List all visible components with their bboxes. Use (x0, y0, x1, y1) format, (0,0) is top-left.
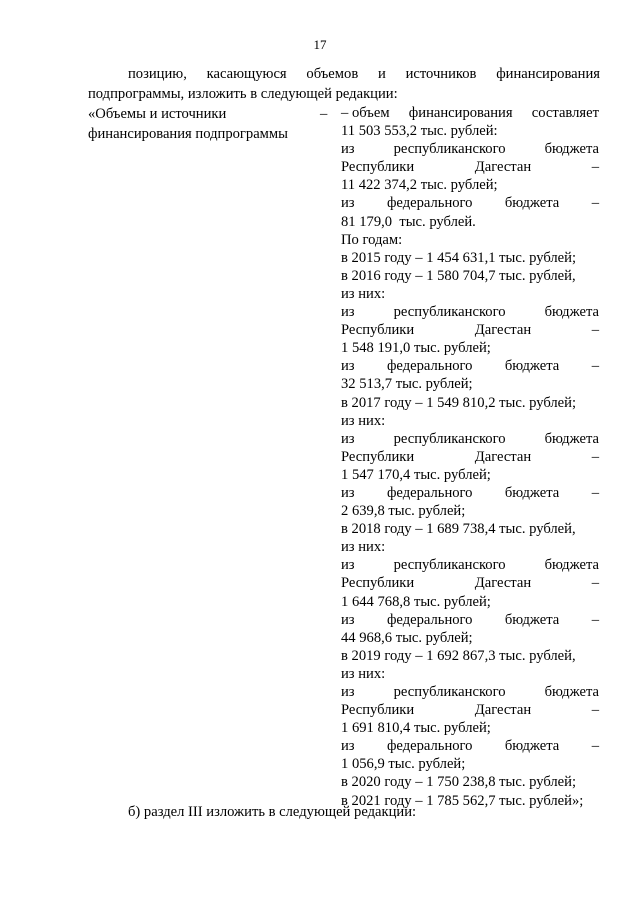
funding-line-text: Дагестан (474, 575, 532, 592)
funding-line-text: из них: (341, 665, 386, 682)
funding-line-text: – (591, 448, 599, 465)
funding-line-text: Республики (341, 448, 415, 465)
funding-line (341, 755, 599, 773)
funding-line-text: федерального (386, 195, 473, 212)
funding-line-text: По годам: (341, 231, 403, 248)
funding-line-text: 44 968,6 тыс. рублей; (341, 629, 473, 646)
funding-line (341, 556, 599, 574)
funding-line-text: 11 422 374,2 тыс. рублей; (341, 177, 498, 194)
passport-field-label (88, 104, 288, 144)
funding-line-text: республиканского (393, 557, 506, 574)
funding-line (341, 683, 599, 701)
label-line-2: финансирования подпрограммы (88, 126, 288, 142)
funding-line (341, 773, 599, 791)
funding-line-text: в 2016 году – 1 580 704,7 тыс. рублей, (341, 267, 576, 284)
funding-line (341, 448, 599, 466)
funding-line-text: – (591, 322, 599, 339)
funding-line (341, 593, 599, 611)
funding-line-text: финансирования (408, 105, 513, 121)
funding-line-text: бюджета (504, 611, 560, 628)
intro-word: источников (405, 66, 477, 82)
funding-line-text: из (341, 430, 355, 447)
funding-line-text: из них: (341, 539, 386, 556)
funding-line-text: федерального (386, 358, 473, 375)
funding-line-text: из (341, 358, 355, 375)
funding-line (341, 611, 599, 629)
funding-line-text: Республики (341, 702, 415, 719)
funding-line-text: – (591, 575, 599, 592)
funding-line-text: Дагестан (474, 159, 532, 176)
funding-line-text: из (341, 738, 355, 755)
funding-line-text: бюджета (544, 141, 599, 158)
funding-line-text: из них: (341, 412, 386, 429)
funding-line (341, 430, 599, 448)
funding-line-text: 81 179,0 тыс. рублей. (341, 213, 476, 230)
funding-line-text: федерального (386, 738, 473, 755)
funding-line-text: 1 644 768,8 тыс. рублей; (341, 593, 491, 610)
funding-line-text: бюджета (504, 484, 560, 501)
funding-line (341, 629, 599, 647)
funding-line-text: республиканского (393, 430, 506, 447)
funding-line-text: Республики (341, 575, 415, 592)
funding-line-text: Дагестан (474, 702, 532, 719)
funding-line-text: – (591, 195, 599, 212)
funding-line-text: бюджета (504, 195, 560, 212)
funding-line-text: Республики (341, 159, 415, 176)
funding-line-text: из (341, 684, 355, 700)
label-value-separator: – (320, 106, 328, 122)
funding-line-text: бюджета (544, 430, 599, 447)
funding-line (341, 357, 599, 375)
funding-line-text: федерального (386, 484, 473, 501)
funding-line (341, 538, 599, 556)
funding-line-text: республиканского (393, 304, 506, 321)
funding-line-text: Дагестан (474, 322, 532, 339)
funding-line (341, 140, 599, 158)
funding-line-text: составляет (531, 105, 599, 121)
intro-line-1 (128, 64, 600, 84)
funding-line (341, 158, 599, 176)
intro-word: и (377, 66, 386, 82)
funding-line-text: федерального (386, 611, 473, 628)
intro-word: позицию, (128, 66, 187, 82)
funding-line-text: бюджета (544, 557, 599, 574)
funding-line-text: из (341, 484, 355, 501)
funding-line-text: из (341, 611, 355, 628)
funding-line-text: из (341, 304, 355, 321)
funding-line-text: – (591, 611, 599, 628)
funding-line-text: 1 548 191,0 тыс. рублей; (341, 340, 491, 357)
funding-line (341, 321, 599, 339)
funding-line-text: бюджета (544, 304, 599, 321)
funding-line-text: в 2015 году – 1 454 631,1 тыс. рублей; (341, 249, 577, 266)
funding-line-text: 1 691 810,4 тыс. рублей; (341, 720, 491, 737)
funding-line (341, 412, 599, 430)
funding-line-text: Дагестан (474, 448, 532, 465)
funding-line (341, 719, 599, 737)
funding-line (341, 375, 599, 393)
funding-line-text: 11 503 553,2 тыс. рублей: (341, 123, 498, 140)
funding-line-text: из (341, 141, 355, 158)
funding-line (341, 484, 599, 502)
funding-line-text: 32 513,7 тыс. рублей; (341, 376, 473, 393)
funding-line-text: – (591, 738, 599, 755)
funding-line (341, 520, 599, 538)
funding-line-text: из (341, 557, 355, 574)
funding-line (341, 249, 599, 267)
funding-line (341, 122, 599, 140)
funding-line-text: – (591, 484, 599, 501)
funding-line-text: в 2019 году – 1 692 867,3 тыс. рублей, (341, 647, 576, 664)
funding-line (341, 737, 599, 755)
funding-line-text: Республики (341, 322, 415, 339)
funding-line-text: – объем (341, 105, 390, 121)
funding-line-text: 1 547 170,4 тыс. рублей; (341, 466, 491, 483)
funding-line (341, 194, 599, 212)
funding-line (341, 231, 599, 249)
funding-line (341, 303, 599, 321)
funding-line (341, 665, 599, 683)
intro-word: объемов (306, 66, 359, 82)
funding-line (341, 466, 599, 484)
funding-line-text: бюджета (544, 684, 599, 700)
funding-line (341, 701, 599, 719)
funding-line-text: республиканского (393, 141, 506, 158)
funding-line (341, 574, 599, 592)
funding-line (341, 339, 599, 357)
funding-details (341, 104, 599, 810)
funding-line-text: в 2017 году – 1 549 810,2 тыс. рублей; (341, 394, 577, 411)
funding-line (341, 502, 599, 520)
funding-line (341, 213, 599, 231)
funding-line-text: бюджета (504, 358, 560, 375)
funding-line-text: республиканского (393, 684, 506, 700)
funding-line (341, 394, 599, 412)
funding-line-text: в 2021 году – 1 785 562,7 тыс. рублей»; (341, 792, 584, 809)
funding-line (341, 176, 599, 194)
section-b-instruction: б) раздел III изложить в следующей редакции: (128, 804, 417, 820)
funding-line (341, 647, 599, 665)
funding-line-text: в 2020 году – 1 750 238,8 тыс. рублей; (341, 774, 577, 791)
label-line-1: «Объемы и источники (88, 106, 227, 122)
funding-line-text: из них: (341, 285, 386, 302)
funding-line (341, 267, 599, 285)
funding-line-text: – (591, 159, 599, 176)
funding-line-text: 2 639,8 тыс. рублей; (341, 503, 466, 520)
intro-line-2: подпрограммы, изложить в следующей редакции: (88, 86, 398, 102)
funding-line (341, 104, 599, 122)
funding-line (341, 285, 599, 303)
intro-word: касающуюся (206, 66, 287, 82)
funding-line-text: – (591, 702, 599, 719)
funding-line-text: – (591, 358, 599, 375)
page-number: 17 (313, 37, 327, 52)
funding-line-text: 1 056,9 тыс. рублей; (341, 756, 466, 773)
funding-line-text: бюджета (504, 738, 560, 755)
intro-word: финансирования (496, 66, 600, 82)
funding-line-text: в 2018 году – 1 689 738,4 тыс. рублей, (341, 521, 576, 538)
funding-line-text: из (341, 195, 355, 212)
